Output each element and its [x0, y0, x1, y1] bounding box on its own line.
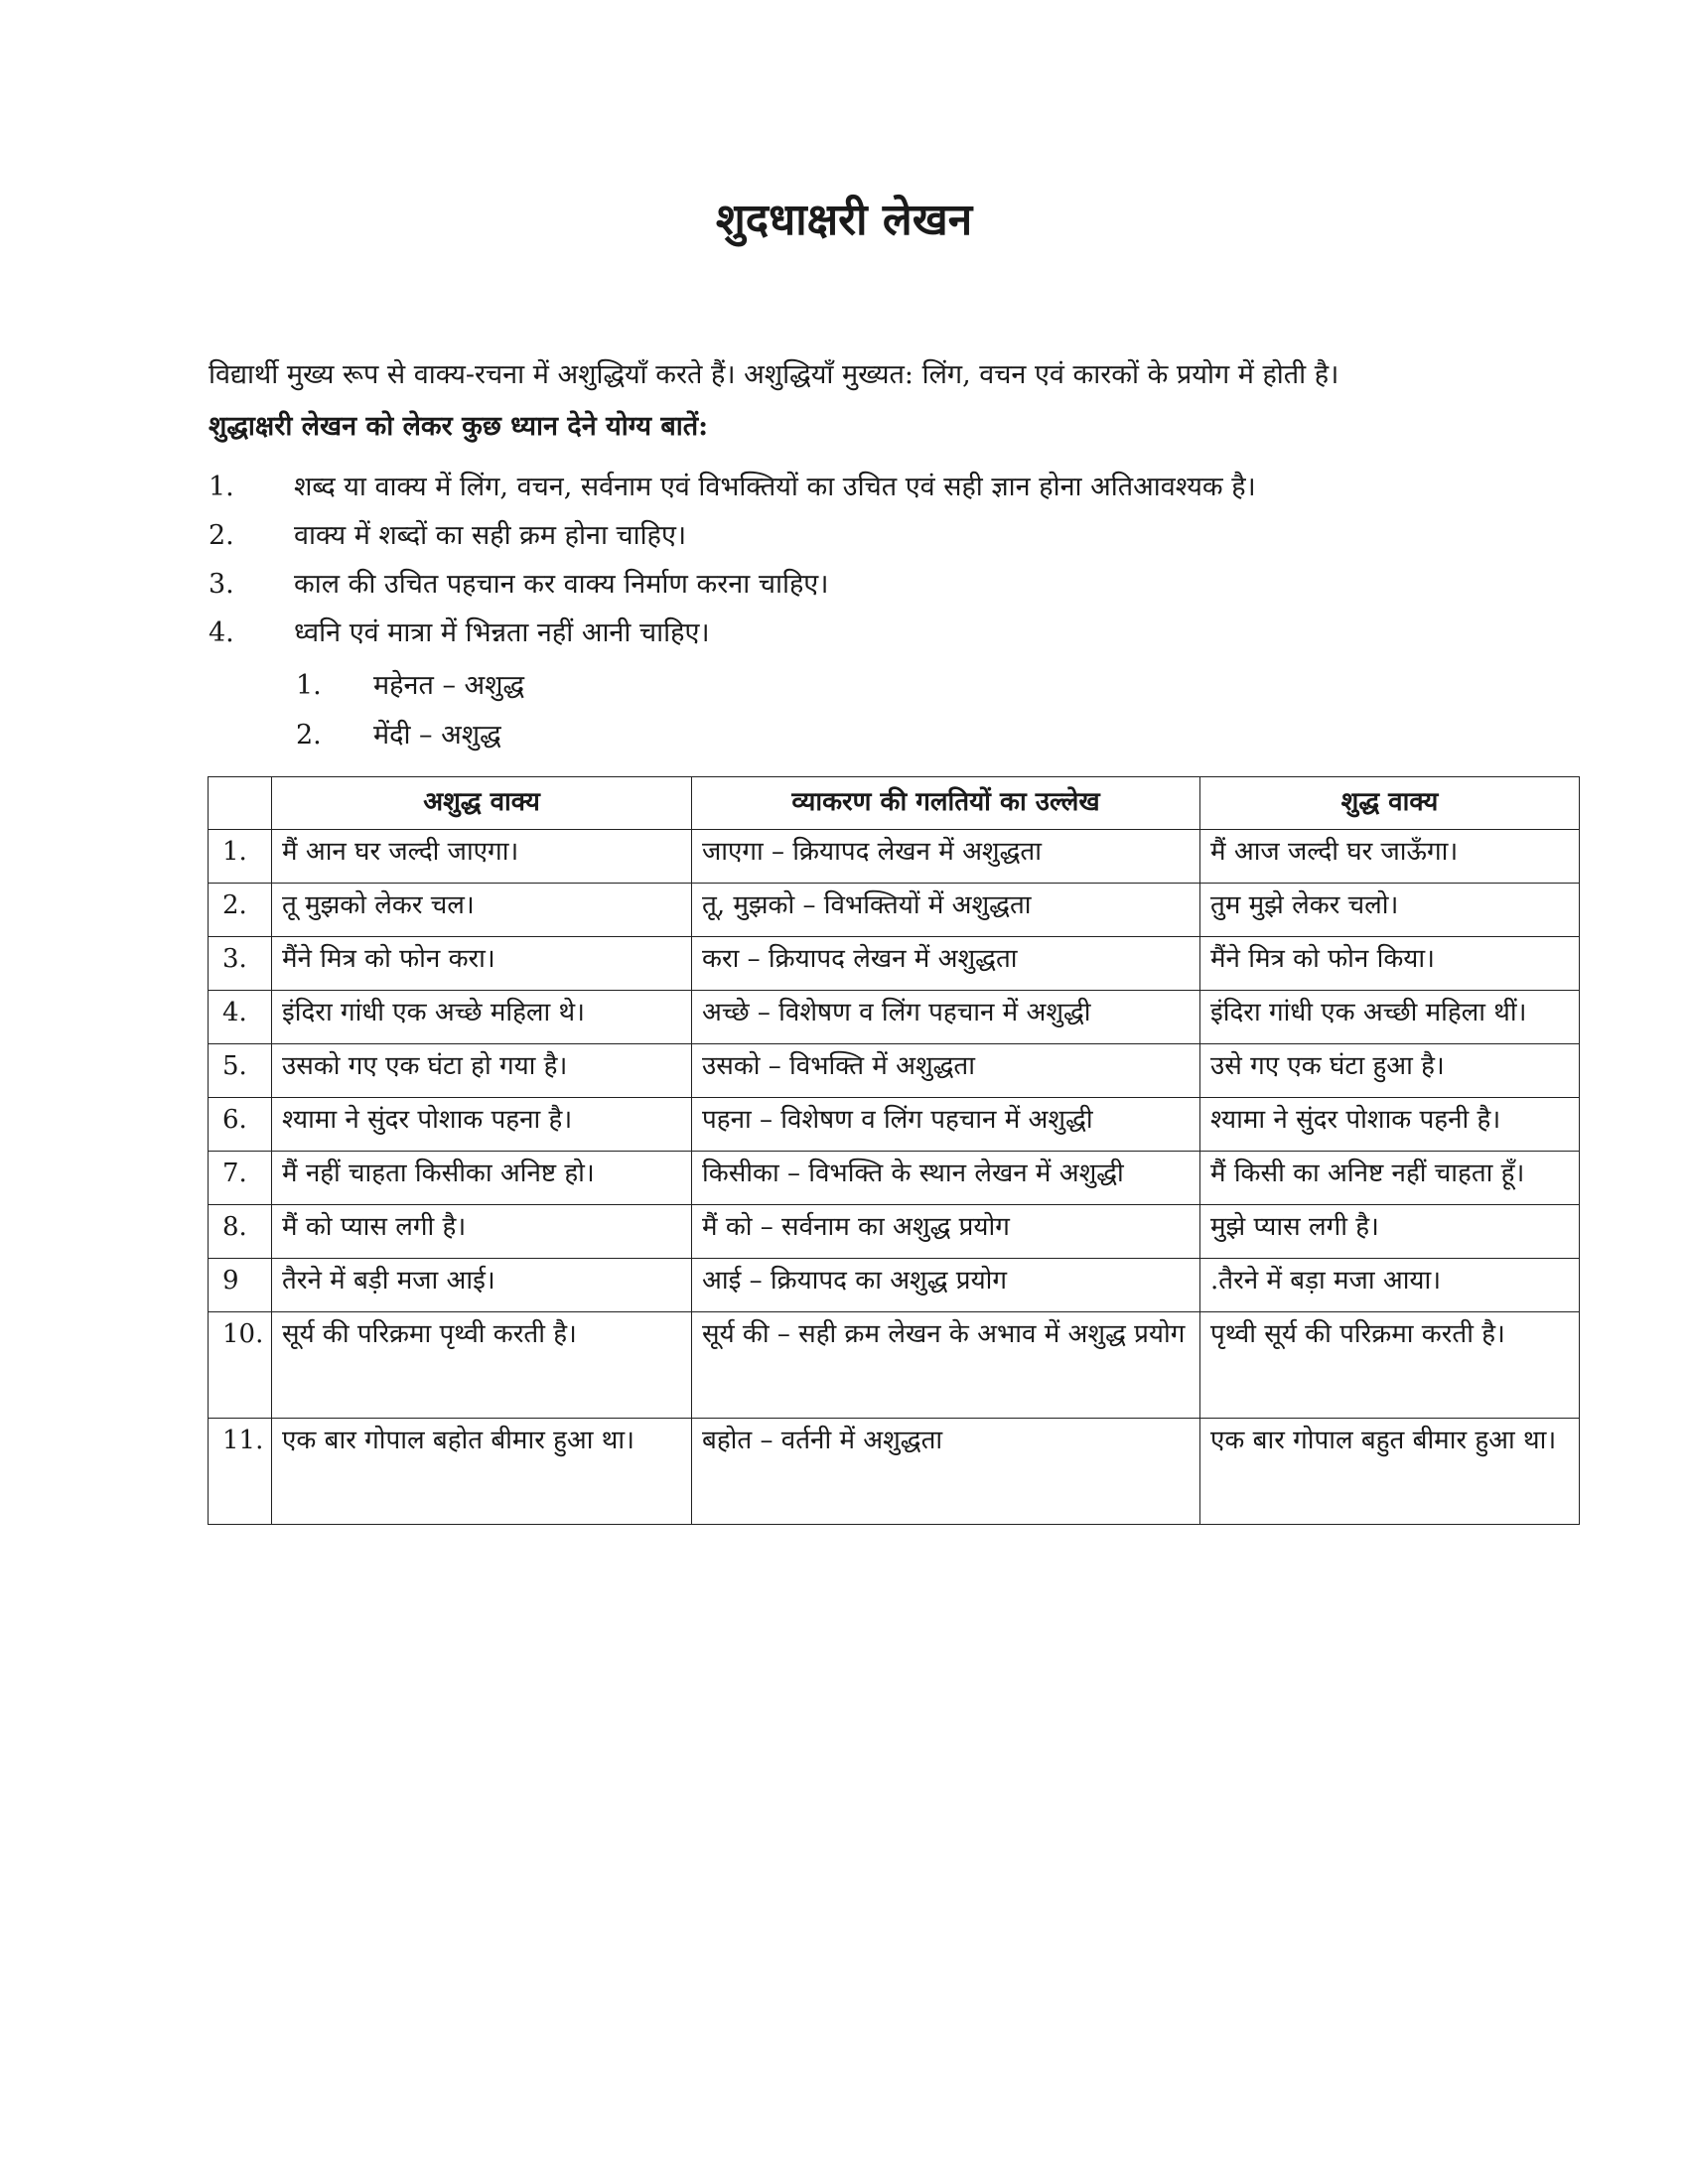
cell-incorrect: इंदिरा गांधी एक अच्छे महिला थे। — [272, 991, 692, 1044]
list-item — [209, 609, 1599, 657]
intro-paragraph: विद्यार्थी मुख्य रूप से वाक्य-रचना में अशुद्धियाँ करते हैं। अशुद्धियाँ मुख्यत: लिंग, वचन एवं कारकों के प्रयोग में होती है। — [209, 359, 1339, 390]
list-item-number: 1. — [209, 472, 234, 502]
table-header-row — [209, 777, 1580, 830]
cell-serial: 3. — [209, 937, 272, 991]
table-row — [209, 830, 1580, 884]
cell-serial: 11. — [209, 1419, 272, 1525]
list-item-text: वाक्य में शब्दों का सही क्रम होना चाहिए। — [294, 520, 687, 551]
list-item-text: काल की उचित पहचान कर वाक्य निर्माण करना चाहिए। — [294, 569, 829, 600]
cell-correct: मैंने मित्र को फोन किया। — [1200, 937, 1580, 991]
cell-error: करा – क्रियापद लेखन में अशुद्धता — [692, 937, 1200, 991]
cell-incorrect: एक बार गोपाल बहोत बीमार हुआ था। — [272, 1419, 692, 1525]
list-item-number: 3. — [209, 569, 234, 600]
guideline-list — [209, 463, 1599, 657]
cell-error: आई – क्रियापद का अशुद्ध प्रयोग — [692, 1259, 1200, 1312]
cell-incorrect: मैं आन घर जल्दी जाएगा। — [272, 830, 692, 884]
cell-serial: 9 — [209, 1259, 272, 1312]
cell-incorrect: सूर्य की परिक्रमा पृथ्वी करती है। — [272, 1312, 692, 1419]
list-item-number: 4. — [209, 617, 234, 648]
cell-incorrect: उसको गए एक घंटा हो गया है। — [272, 1044, 692, 1098]
list-item-text: शब्द या वाक्य में लिंग, वचन, सर्वनाम एवं विभक्तियों का उचित एवं सही ज्ञान होना अतिआवश्यक है। — [294, 472, 1256, 502]
cell-serial: 10. — [209, 1312, 272, 1419]
cell-error: अच्छे – विशेषण व लिंग पहचान में अशुद्धी — [692, 991, 1200, 1044]
cell-serial: 7. — [209, 1152, 272, 1205]
table-row — [209, 1312, 1580, 1419]
cell-correct: मुझे प्यास लगी है। — [1200, 1205, 1580, 1259]
cell-serial: 4. — [209, 991, 272, 1044]
table-row — [209, 991, 1580, 1044]
cell-serial: 8. — [209, 1205, 272, 1259]
list-item — [209, 463, 1599, 511]
list-item — [209, 560, 1599, 609]
cell-correct: तुम मुझे लेकर चलो। — [1200, 884, 1580, 937]
table-row — [209, 1152, 1580, 1205]
list-item-number: 2. — [209, 520, 234, 551]
cell-error: मैं को – सर्वनाम का अशुद्ध प्रयोग — [692, 1205, 1200, 1259]
sublist-item-number: 2. — [296, 720, 322, 751]
section-subheading: शुद्धाक्षरी लेखन को लेकर कुछ ध्यान देने योग्य बातें: — [209, 411, 709, 442]
list-item-text: ध्वनि एवं मात्रा में भिन्नता नहीं आनी चाहिए। — [294, 617, 710, 648]
page-title: शुदधाक्षरी लेखन — [715, 195, 973, 245]
cell-error: तू, मुझको – विभक्तियों में अशुद्धता — [692, 884, 1200, 937]
cell-serial: 1. — [209, 830, 272, 884]
table-row — [209, 937, 1580, 991]
sublist-item-number: 1. — [296, 670, 322, 701]
cell-correct: पृथ्वी सूर्य की परिक्रमा करती है। — [1200, 1312, 1580, 1419]
list-item — [209, 511, 1599, 560]
cell-error: जाएगा – क्रियापद लेखन में अशुद्धता — [692, 830, 1200, 884]
cell-serial: 2. — [209, 884, 272, 937]
cell-incorrect: मैं को प्यास लगी है। — [272, 1205, 692, 1259]
cell-error: किसीका – विभक्ति के स्थान लेखन में अशुद्धी — [692, 1152, 1200, 1205]
cell-correct: एक बार गोपाल बहुत बीमार हुआ था। — [1200, 1419, 1580, 1525]
cell-serial: 6. — [209, 1098, 272, 1152]
grammar-correction-table — [208, 776, 1580, 1525]
cell-serial: 5. — [209, 1044, 272, 1098]
cell-incorrect: श्यामा ने सुंदर पोशाक पहना है। — [272, 1098, 692, 1152]
table-row — [209, 1259, 1580, 1312]
table-row — [209, 884, 1580, 937]
cell-correct: .तैरने में बड़ा मजा आया। — [1200, 1259, 1580, 1312]
cell-incorrect: तैरने में बड़ी मजा आई। — [272, 1259, 692, 1312]
cell-correct: मैं किसी का अनिष्ट नहीं चाहता हूँ। — [1200, 1152, 1580, 1205]
sublist-item-text: मेंदी – अशुद्ध — [373, 720, 501, 751]
cell-error: उसको – विभक्ति में अशुद्धता — [692, 1044, 1200, 1098]
table-row — [209, 1044, 1580, 1098]
cell-error: बहोत – वर्तनी में अशुद्धता — [692, 1419, 1200, 1525]
header-serial — [209, 777, 272, 830]
cell-correct: श्यामा ने सुंदर पोशाक पहनी है। — [1200, 1098, 1580, 1152]
cell-incorrect: तू मुझको लेकर चल। — [272, 884, 692, 937]
header-error-description: व्याकरण की गलतियों का उल्लेख — [692, 777, 1200, 830]
table-row — [209, 1205, 1580, 1259]
sublist-item-text: महेनत – अशुद्ध — [373, 670, 525, 701]
cell-error: पहना – विशेषण व लिंग पहचान में अशुद्धी — [692, 1098, 1200, 1152]
table-row — [209, 1098, 1580, 1152]
header-correct-sentence: शुद्ध वाक्य — [1200, 777, 1580, 830]
cell-correct: मैं आज जल्दी घर जाऊँगा। — [1200, 830, 1580, 884]
header-incorrect-sentence: अशुद्ध वाक्य — [272, 777, 692, 830]
table-row — [209, 1419, 1580, 1525]
cell-correct: इंदिरा गांधी एक अच्छी महिला थीं। — [1200, 991, 1580, 1044]
cell-correct: उसे गए एक घंटा हुआ है। — [1200, 1044, 1580, 1098]
cell-incorrect: मैं नहीं चाहता किसीका अनिष्ट हो। — [272, 1152, 692, 1205]
cell-incorrect: मैंने मित्र को फोन करा। — [272, 937, 692, 991]
cell-error: सूर्य की – सही क्रम लेखन के अभाव में अशुद्ध प्रयोग — [692, 1312, 1200, 1419]
